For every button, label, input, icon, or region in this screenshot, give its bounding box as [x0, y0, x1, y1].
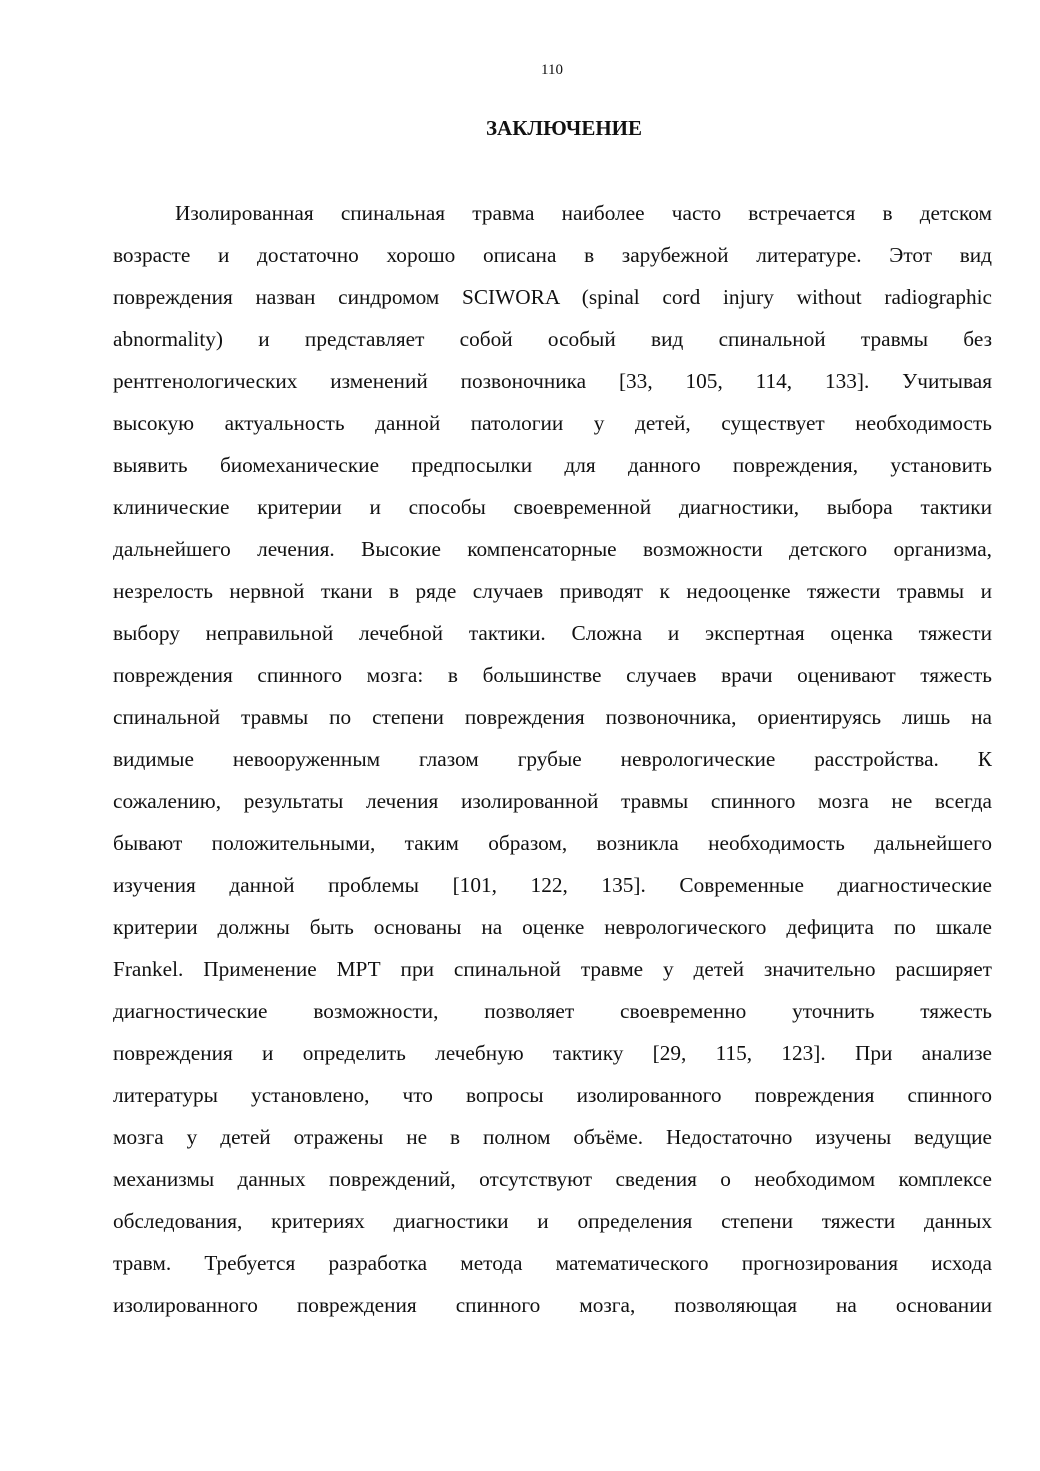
body-paragraph [113, 192, 992, 1326]
text-line: мозга у детей отражены не в полном объёме. Недостаточно изучены ведущие [113, 1125, 992, 1149]
page-number: 110 [541, 62, 563, 78]
text-line: критерии должны быть основаны на оценке неврологического дефицита по шкале [113, 915, 992, 939]
text-line: повреждения спинного мозга: в большинстве случаев врачи оценивают тяжесть [113, 663, 992, 687]
text-line: Frankel. Применение МРТ при спинальной травме у детей значительно расширяет [113, 957, 992, 981]
text-line: повреждения назван синдромом SCIWORA (spinal cord injury without radiographic [113, 285, 992, 309]
text-line: рентгенологических изменений позвоночника [33, 105, 114, 133]. Учитывая [113, 369, 992, 393]
text-line: диагностические возможности, позволяет своевременно уточнить тяжесть [113, 999, 992, 1023]
text-line: бывают положительными, таким образом, возникла необходимость дальнейшего [113, 831, 992, 855]
text-line: выбору неправильной лечебной тактики. Сложна и экспертная оценка тяжести [113, 621, 992, 645]
text-line: травм. Требуется разработка метода математического прогнозирования исхода [113, 1251, 992, 1275]
text-line: изучения данной проблемы [101, 122, 135]. Современные диагностические [113, 873, 992, 897]
text-line: механизмы данных повреждений, отсутствуют сведения о необходимом комплексе [113, 1167, 992, 1191]
text-line: спинальной травмы по степени повреждения позвоночника, ориентируясь лишь на [113, 705, 992, 729]
text-line: литературы установлено, что вопросы изолированного повреждения спинного [113, 1083, 992, 1107]
text-line: дальнейшего лечения. Высокие компенсаторные возможности детского организма, [113, 537, 992, 561]
text-line: возрасте и достаточно хорошо описана в зарубежной литературе. Этот вид [113, 243, 992, 267]
text-line: видимые невооруженным глазом грубые неврологические расстройства. К [113, 747, 992, 771]
text-line: выявить биомеханические предпосылки для данного повреждения, установить [113, 453, 992, 477]
text-line: высокую актуальность данной патологии у детей, существует необходимость [113, 411, 992, 435]
text-line: изолированного повреждения спинного мозга, позволяющая на основании [113, 1293, 992, 1317]
section-title: ЗАКЛЮЧЕНИЕ [485, 116, 643, 140]
text-line: abnormality) и представляет собой особый вид спинальной травмы без [113, 327, 992, 351]
text-line: клинические критерии и способы своевременной диагностики, выбора тактики [113, 495, 992, 519]
text-line: Изолированная спинальная травма наиболее часто встречается в детском [175, 201, 992, 225]
text-line: сожалению, результаты лечения изолированной травмы спинного мозга не всегда [113, 789, 992, 813]
text-line: повреждения и определить лечебную тактику [29, 115, 123]. При анализе [113, 1041, 992, 1065]
text-line: незрелость нервной ткани в ряде случаев приводят к недооценке тяжести травмы и [113, 579, 992, 603]
text-line: обследования, критериях диагностики и определения степени тяжести данных [113, 1209, 992, 1233]
